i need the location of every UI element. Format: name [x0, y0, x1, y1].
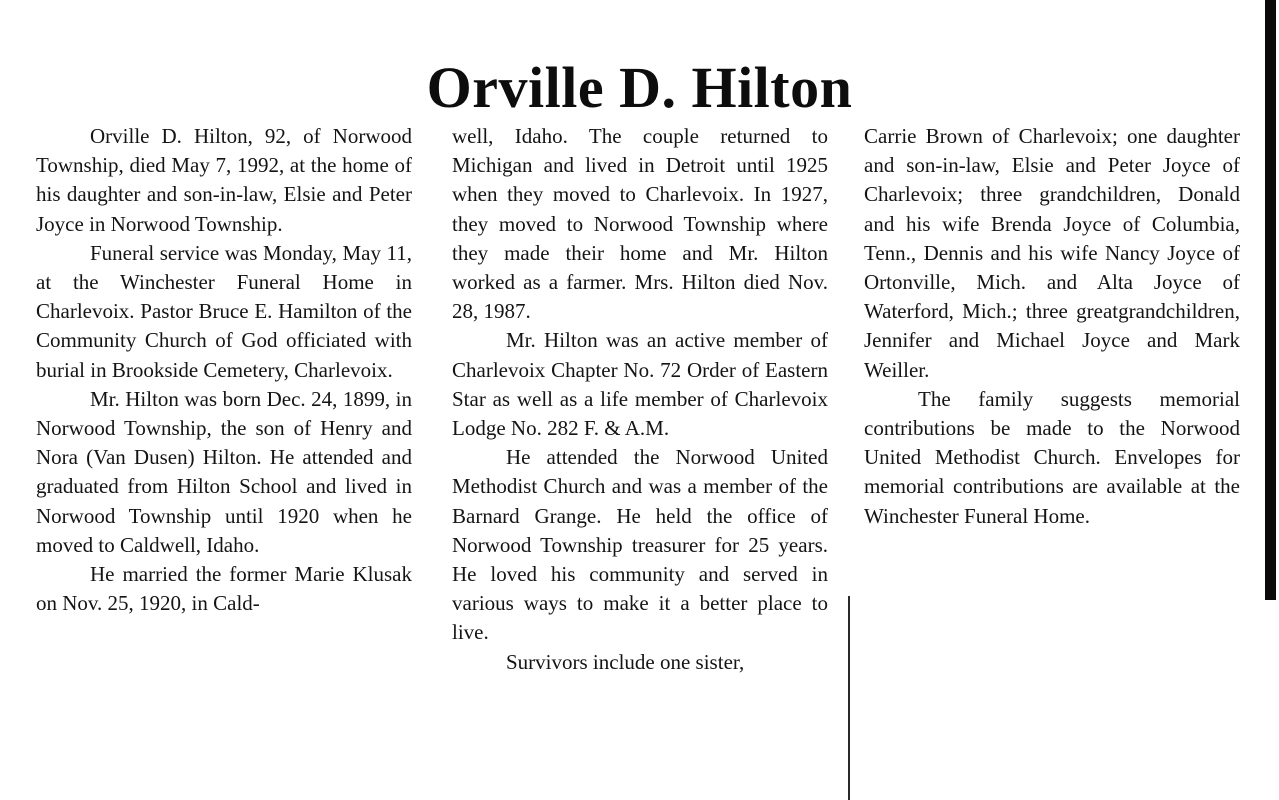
page-edge-rule	[1265, 0, 1276, 600]
article-column-1	[36, 122, 412, 618]
paragraph-death-notice: Orville D. Hilton, 92, of Norwood Township, died May 7, 1992, at the home of his daughter and son-in-law, Elsie and Peter Joyce in Norwood Township.	[36, 124, 412, 236]
paragraph-community: He attended the Norwood United Methodist Church and was a member of the Barnard Grange. He held the office of Norwood Township treasurer for 25 years. He loved his community and served in various ways to make it a better place to live.	[452, 445, 828, 645]
paragraph-birth-history: Mr. Hilton was born Dec. 24, 1899, in Norwood Township, the son of Henry and Nora (Van Dusen) Hilton. He attended and graduated from Hilton School and lived in Norwood Township until 1920 when he moved to Caldwell, Idaho.	[36, 386, 412, 557]
paragraph-funeral-service: Funeral service was Monday, May 11, at the Winchester Funeral Home in Charlevoix. Pastor Bruce E. Hamilton of the Community Church of God officiated with burial in Brookside Cemetery, Charlevoix.	[36, 240, 412, 382]
paragraph-survivors-continued: Carrie Brown of Charlevoix; one daughter and son-in-law, Elsie and Peter Joyce of Charlevoix; three grandchildren, Donald and his wife Brenda Joyce of Columbia, Tenn., Dennis and his wife Nancy Joyce of Ortonville, Mich. and Alta Joyce of Waterford, Mich.; three greatgrandchildren, Jennifer and Michael Joyce and Mark Weiller.	[864, 124, 1240, 382]
paragraph-memorial-contributions: The family suggests memorial contributions be made to the Norwood United Methodist Church. Envelopes for memorial contributions are available at the Winchester Funeral Home.	[864, 386, 1240, 528]
paragraph-survivors: Survivors include one sister,	[506, 649, 745, 674]
obituary-headline: Orville D. Hilton	[426, 54, 853, 120]
column-divider-line	[848, 596, 850, 800]
paragraph-memberships: Mr. Hilton was an active member of Charlevoix Chapter No. 72 Order of Eastern Star as well as a life member of Charlevoix Lodge No. 282 F. & A.M.	[452, 328, 828, 441]
paragraph-marriage: He married the former Marie Klusak on Nov. 25, 1920, in Cald-	[36, 562, 412, 616]
paragraph-marriage-continued: well, Idaho. The couple returned to Michigan and lived in Detroit until 1925 when they moved to Charlevoix. In 1927, they moved to Norwood Township where they made their home and Mr. Hilton worked as a farmer. Mrs. Hilton died Nov. 28, 1987.	[452, 124, 828, 324]
article-column-3	[864, 122, 1240, 531]
article-column-2	[452, 122, 828, 677]
